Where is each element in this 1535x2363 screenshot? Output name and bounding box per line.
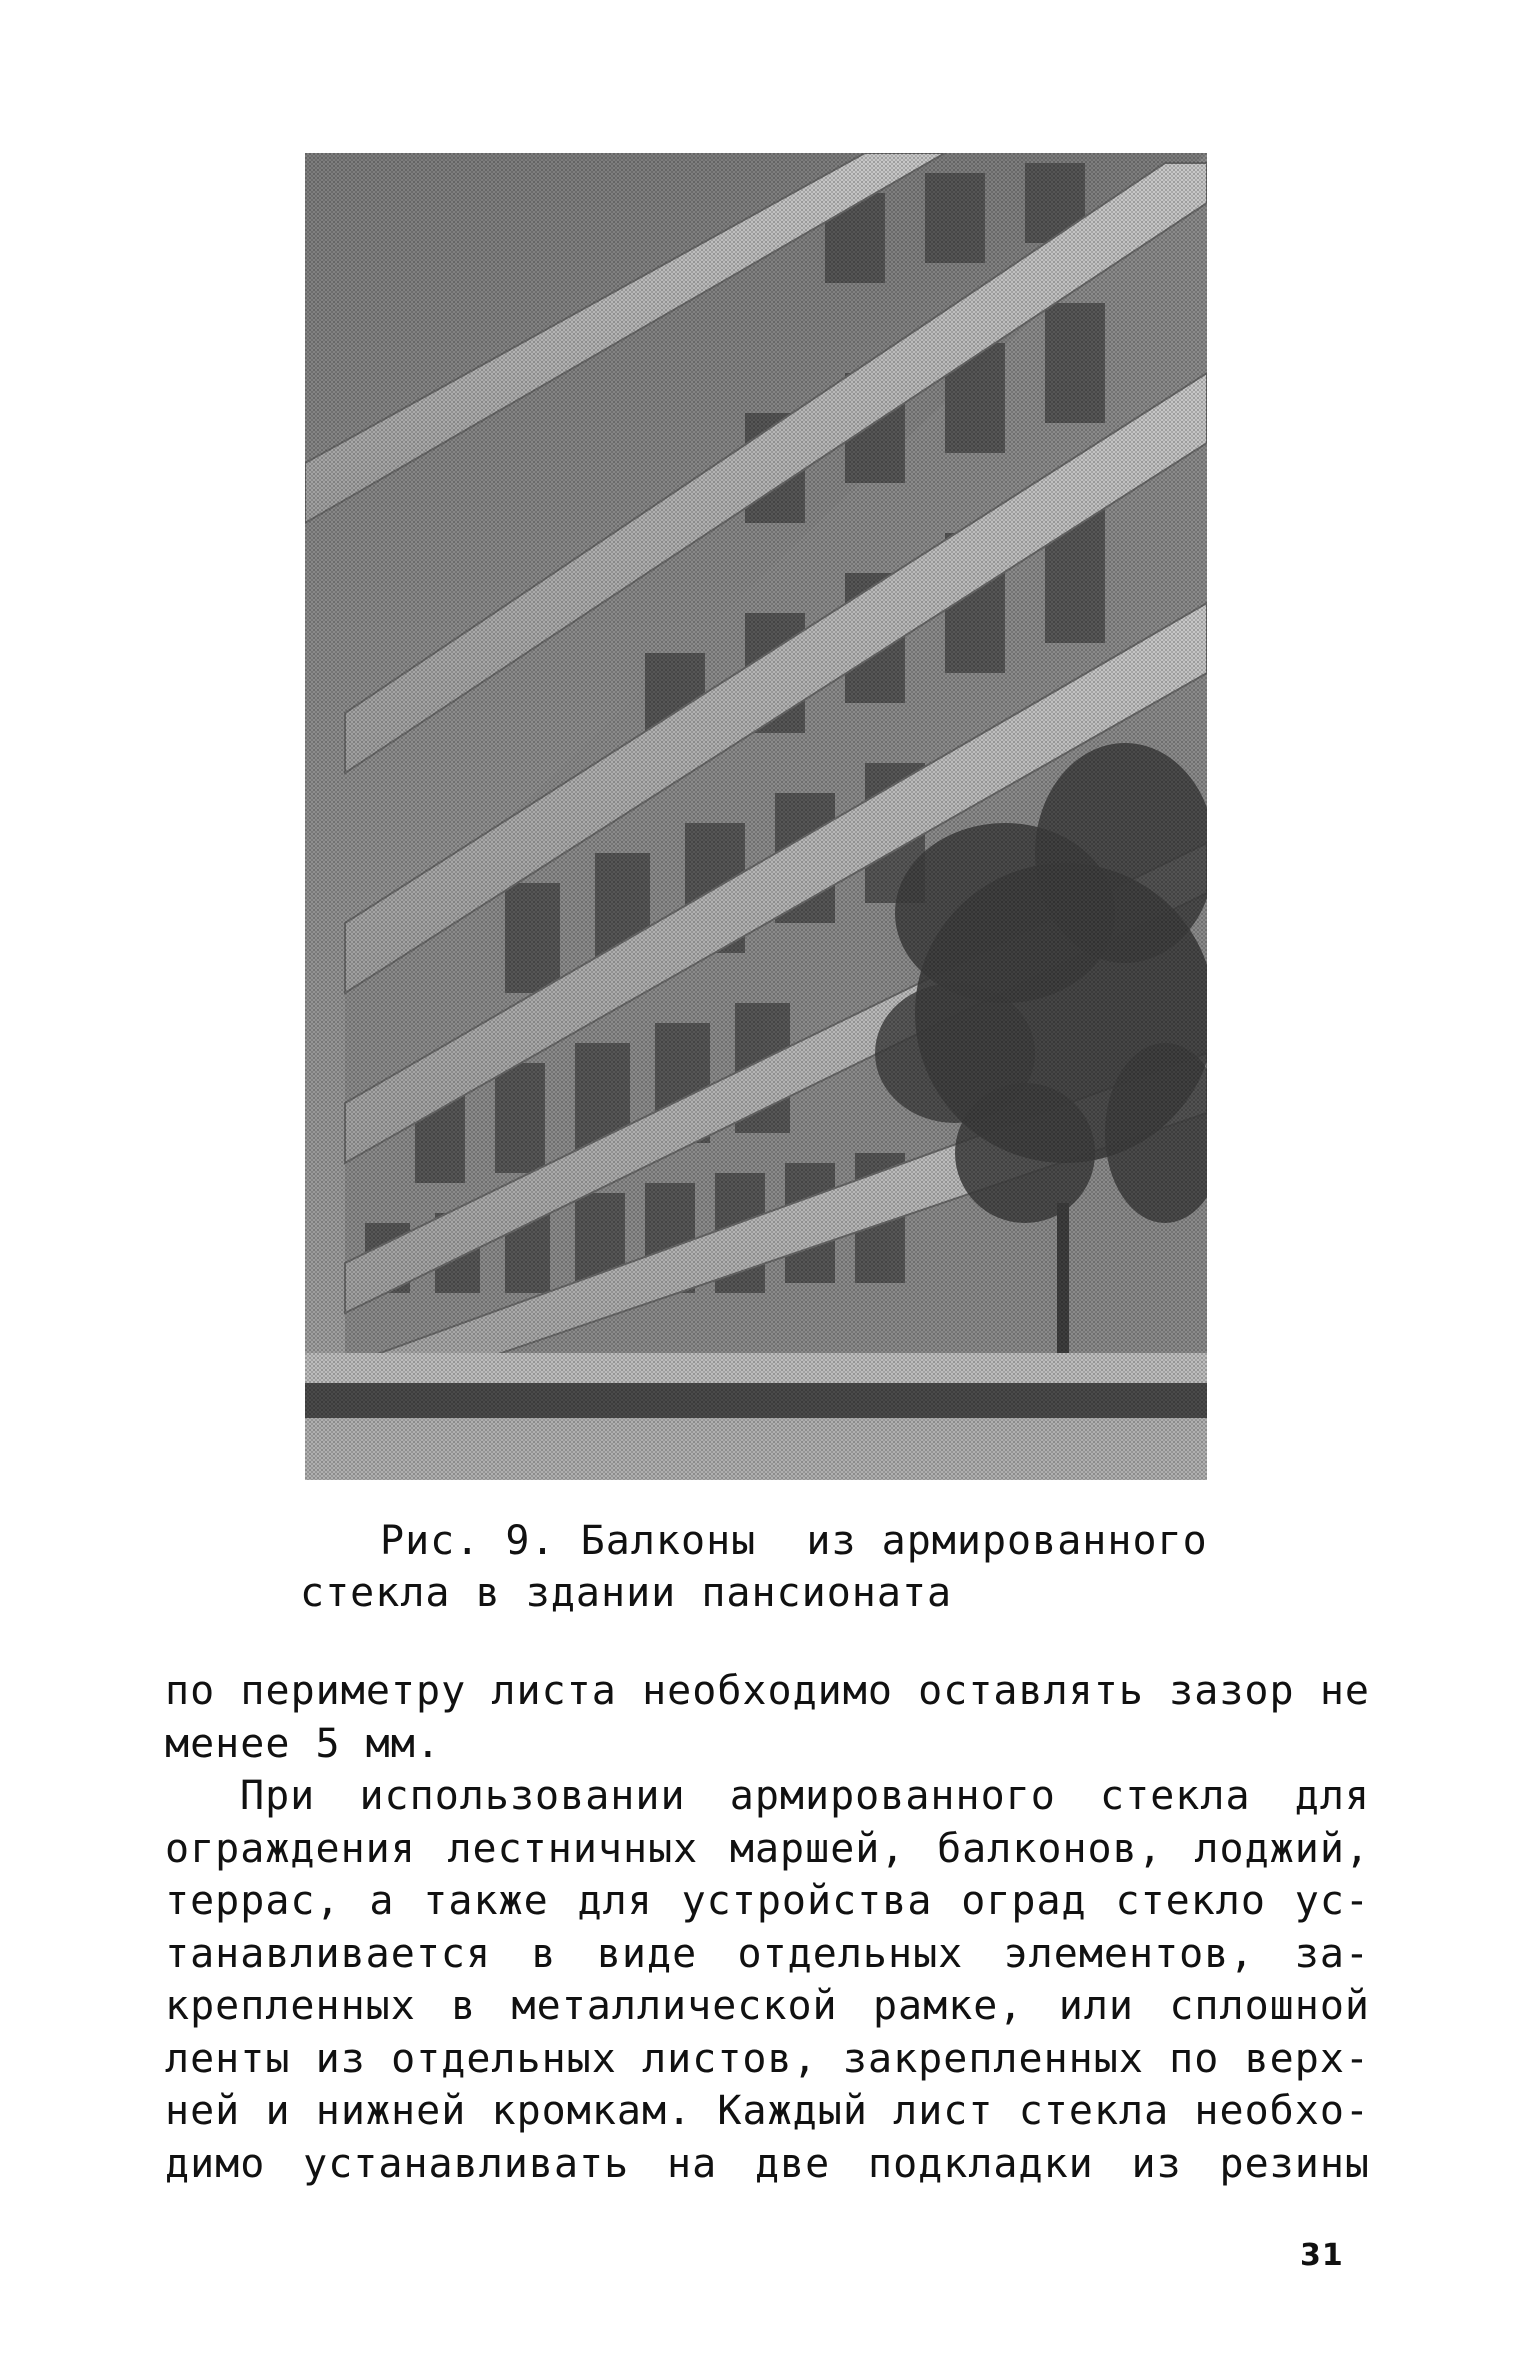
text-line: по периметру листа необходимо оставлять зазор не xyxy=(165,1668,1370,1714)
text-line: крепленных в металлической рамке, или сплошной xyxy=(165,1983,1370,2029)
text-line: ограждения лестничных маршей, балконов, лоджий, xyxy=(165,1825,1370,1872)
figure-caption xyxy=(300,1515,1230,1619)
caption-line: стекла в здании пансионата xyxy=(300,1570,953,1616)
text-line: ленты из отдельных листов, закрепленных по верх- xyxy=(165,2035,1370,2082)
page-number: 31 xyxy=(1300,2238,1344,2273)
text-line: террас, а также для устройства оград стекло ус- xyxy=(165,1878,1370,1924)
text-line: менее 5 мм. xyxy=(165,1720,441,1767)
text-line: ней и нижней кромкам. Каждый лист стекла необхо- xyxy=(165,2088,1370,2134)
building-photo xyxy=(305,153,1207,1480)
caption-line: Рис. 9. Балконы из армированного xyxy=(380,1518,1208,1564)
text-line: танавливается в виде отдельных элементов, за- xyxy=(165,1930,1370,1977)
text-line: димо устанавливать на две подкладки из резины xyxy=(165,2140,1370,2187)
body-text xyxy=(165,1665,1370,2190)
photo-building-balconies-icon xyxy=(305,153,1207,1480)
text-line: При использовании армированного стекла для xyxy=(240,1773,1370,1819)
